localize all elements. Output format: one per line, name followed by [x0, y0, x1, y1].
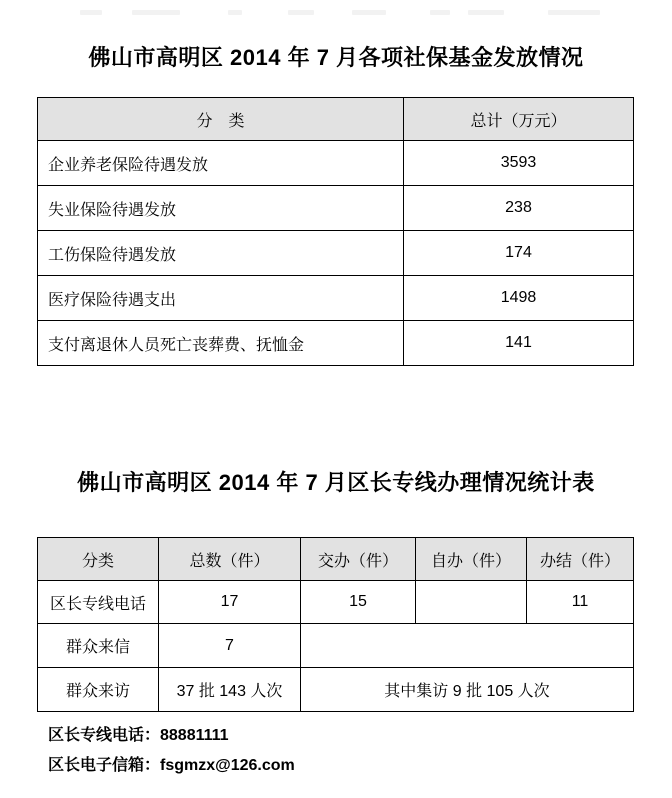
fund-row-total: 174 — [404, 231, 634, 276]
hotline-section-title: 佛山市高明区 2014 年 7 月区长专线办理情况统计表 — [77, 470, 595, 495]
fund-row-total: 238 — [404, 186, 634, 231]
fund-table — [37, 97, 634, 366]
hotline-table-header-row — [38, 538, 634, 581]
table-row — [38, 276, 634, 321]
hotline-phone-line: 区长专线电话：88881111 — [48, 727, 229, 744]
hotline-col-header-assigned: 交办（件） — [301, 538, 416, 581]
hotline-row-merged-note — [301, 624, 634, 668]
page-top-print-artifact — [0, 6, 672, 20]
fund-row-category: 医疗保险待遇支出 — [38, 276, 404, 321]
hotline-row-category: 群众来访 — [38, 668, 159, 712]
hotline-row-total: 7 — [159, 624, 301, 668]
hotline-col-header-category: 分类 — [38, 538, 159, 581]
hotline-row-assigned: 15 — [301, 581, 416, 624]
table-row — [38, 581, 634, 624]
hotline-row-total: 17 — [159, 581, 301, 624]
fund-table-header-row — [38, 98, 634, 141]
hotline-row-category: 群众来信 — [38, 624, 159, 668]
fund-section-title: 佛山市高明区 2014 年 7 月各项社保基金发放情况 — [88, 45, 584, 70]
table-row — [38, 141, 634, 186]
fund-row-total: 1498 — [404, 276, 634, 321]
fund-row-category: 工伤保险待遇发放 — [38, 231, 404, 276]
fund-col-header-category: 分 类 — [38, 98, 404, 141]
table-row — [38, 624, 634, 668]
fund-row-total: 141 — [404, 321, 634, 366]
hotline-email-line: 区长电子信箱：fsgmzx@126.com — [48, 757, 295, 774]
fund-col-header-total: 总计（万元） — [404, 98, 634, 141]
hotline-col-header-self-handled: 自办（件） — [416, 538, 527, 581]
hotline-col-header-total: 总数（件） — [159, 538, 301, 581]
fund-row-category: 失业保险待遇发放 — [38, 186, 404, 231]
hotline-row-category: 区长专线电话 — [38, 581, 159, 624]
hotline-col-header-completed: 办结（件） — [527, 538, 634, 581]
contact-block — [48, 721, 295, 781]
fund-row-category: 支付离退休人员死亡丧葬费、抚恤金 — [38, 321, 404, 366]
hotline-row-total: 37 批 143 人次 — [159, 668, 301, 712]
fund-row-category: 企业养老保险待遇发放 — [38, 141, 404, 186]
hotline-table — [37, 537, 634, 712]
table-row — [38, 321, 634, 366]
hotline-row-merged-note: 其中集访 9 批 105 人次 — [301, 668, 634, 712]
table-row — [38, 186, 634, 231]
hotline-row-completed: 11 — [527, 581, 634, 624]
table-row — [38, 231, 634, 276]
table-row — [38, 668, 634, 712]
hotline-row-self-handled — [416, 581, 527, 624]
fund-row-total: 3593 — [404, 141, 634, 186]
